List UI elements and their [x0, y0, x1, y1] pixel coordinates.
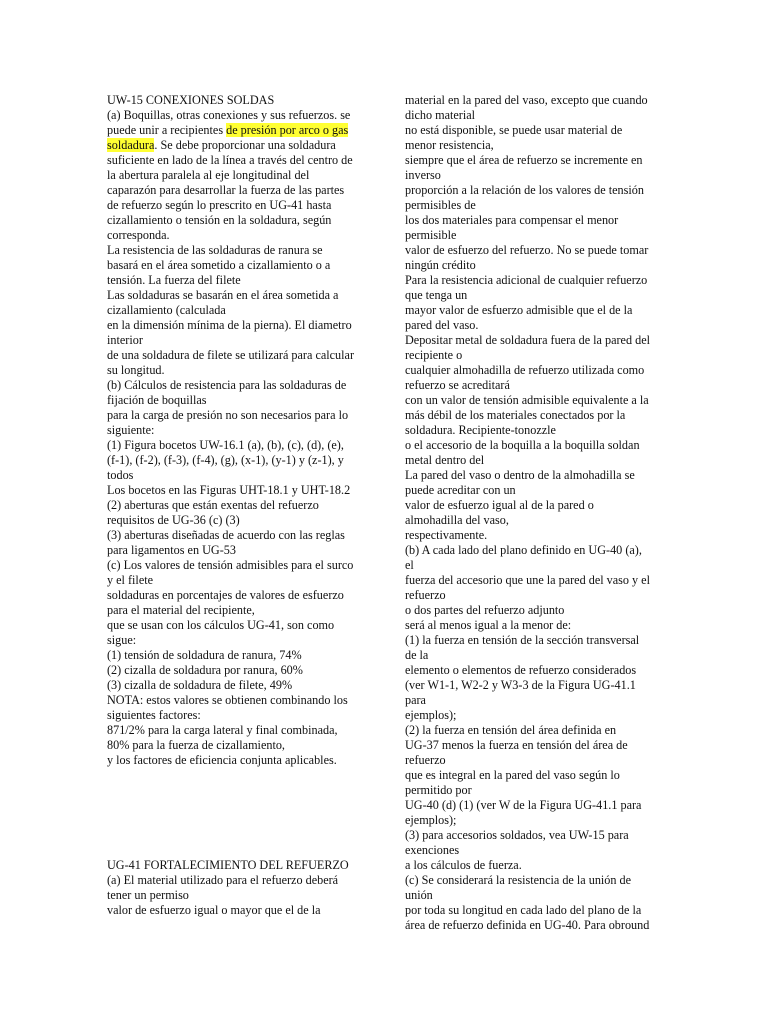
text-line: dicho material — [405, 108, 476, 122]
text-line: Depositar metal de soldadura fuera de la pared del — [405, 333, 650, 347]
text-line: y el filete — [107, 573, 154, 587]
text-line: refuerzo se acreditará — [405, 378, 510, 392]
text-line: permitido por — [405, 783, 472, 797]
text-line: no está disponible, se puede usar material de — [405, 123, 623, 137]
text-line: para el material del recipiente, — [107, 603, 255, 617]
text-line: permisible — [405, 228, 457, 242]
text-line: (b) Cálculos de resistencia para las soldaduras de — [107, 378, 347, 392]
text-line: basará en el área sometido a cizallamiento o a — [107, 258, 331, 272]
text-line: cizallamiento o tensión en la soldadura, según — [107, 213, 332, 227]
text-line: o el accesorio de la boquilla a la boquilla soldan — [405, 438, 640, 452]
section-heading-uw15: UW-15 CONEXIONES SOLDAS — [107, 93, 275, 107]
text-line: (a) Boquillas, otras conexiones y sus refuerzos. se — [107, 108, 351, 122]
text-line: (c) Los valores de tensión admisibles para el surco — [107, 558, 354, 572]
text-line: valor de esfuerzo igual al de la pared o — [405, 498, 594, 512]
text-line: puede acreditar con un — [405, 483, 516, 497]
text-line: de una soldadura de filete se utilizará para calcular — [107, 348, 355, 362]
text-line: con un valor de tensión admisible equivalente a la — [405, 393, 649, 407]
text-line: UG-40 (d) (1) (ver W de la Figura UG-41.1 para — [405, 798, 642, 812]
text-line: en la dimensión mínima de la pierna). El diametro — [107, 318, 352, 332]
text-line: a los cálculos de fuerza. — [405, 858, 522, 872]
text-line: (3) cizalla de soldadura de filete, 49% — [107, 678, 293, 692]
text-line: UG-37 menos la fuerza en tensión del área de — [405, 738, 628, 752]
paragraph-block — [107, 873, 367, 918]
text-line: que tenga un — [405, 288, 468, 302]
text-line: suficiente en lado de la línea a través del centro de — [107, 153, 353, 167]
text-line: elemento o elementos de refuerzo considerados — [405, 663, 637, 677]
text-fragment: puede unir a recipientes — [107, 123, 227, 137]
text-line: soldaduras en porcentajes de valores de esfuerzo — [107, 588, 344, 602]
section-spacer — [107, 768, 367, 858]
text-line: cualquier almohadilla de refuerzo utilizada como — [405, 363, 645, 377]
text-line: pared del vaso. — [405, 318, 479, 332]
text-line: caparazón para desarrollar la fuerza de las partes — [107, 183, 345, 197]
text-line: siempre que el área de refuerzo se incremente en — [405, 153, 643, 167]
text-line: fijación de boquillas — [107, 393, 207, 407]
text-line: su longitud. — [107, 363, 165, 377]
text-line: fuerza del accesorio que une la pared del vaso y el — [405, 573, 650, 587]
text-line: interior — [107, 333, 143, 347]
text-line: (b) A cada lado del plano definido en UG-40 (a), — [405, 543, 642, 557]
text-line: refuerzo — [405, 753, 446, 767]
text-line: la abertura paralela al eje longitudinal del — [107, 168, 310, 182]
text-line: recipiente o — [405, 348, 463, 362]
text-line: de la — [405, 648, 429, 662]
text-line: para — [405, 693, 426, 707]
text-line: valor de esfuerzo del refuerzo. No se puede tomar — [405, 243, 649, 257]
text-line: que se usan con los cálculos UG-41, son como — [107, 618, 335, 632]
text-line: (c) Se considerará la resistencia de la unión de — [405, 873, 632, 887]
highlighted-text: de presión por arco o gas — [226, 123, 349, 137]
text-line: menor resistencia, — [405, 138, 494, 152]
text-line: ningún crédito — [405, 258, 476, 272]
text-line: área de refuerzo definida en UG-40. Para obround — [405, 918, 650, 932]
text-line: (2) la fuerza en tensión del área definida en — [405, 723, 617, 737]
text-line: por toda su longitud en cada lado del plano de la — [405, 903, 642, 917]
text-line: de refuerzo según lo prescrito en UG-41 hasta — [107, 198, 332, 212]
text-line: que es integral en la pared del vaso según lo — [405, 768, 620, 782]
text-line: el — [405, 558, 414, 572]
text-line: para ligamentos en UG-53 — [107, 543, 236, 557]
text-line: siguientes factores: — [107, 708, 201, 722]
text-line: requisitos de UG-36 (c) (3) — [107, 513, 240, 527]
text-line: (1) la fuerza en tensión de la sección transversal — [405, 633, 640, 647]
text-line: La pared del vaso o dentro de la almohadilla se — [405, 468, 635, 482]
text-line: Los bocetos en las Figuras UHT-18.1 y UHT-18.2 — [107, 483, 351, 497]
right-column — [405, 93, 660, 933]
text-line: cizallamiento (calculada — [107, 303, 226, 317]
text-line: para la carga de presión no son necesarios para lo — [107, 408, 349, 422]
text-line: (1) Figura bocetos UW-16.1 (a), (b), (c), (d), (e), — [107, 438, 344, 452]
text-line: proporción a la relación de los valores de tensión — [405, 183, 644, 197]
text-line: 80% para la fuerza de cizallamiento, — [107, 738, 285, 752]
text-line: respectivamente. — [405, 528, 488, 542]
highlighted-text: soldadura — [107, 138, 155, 152]
text-line: ejemplos); — [405, 708, 457, 722]
text-line: Para la resistencia adicional de cualquier refuerzo — [405, 273, 648, 287]
text-line: siguiente: — [107, 423, 155, 437]
text-line-with-highlight — [107, 138, 367, 153]
text-line: (3) aberturas diseñadas de acuerdo con las reglas — [107, 528, 345, 542]
left-column — [107, 93, 367, 918]
text-fragment: . Se debe proporcionar una soldadura — [154, 138, 336, 152]
text-line: metal dentro del — [405, 453, 485, 467]
text-line: mayor valor de esfuerzo admisible que el de la — [405, 303, 633, 317]
paragraph-block — [107, 153, 367, 768]
text-line: unión — [405, 888, 433, 902]
text-line: será al menos igual a la menor de: — [405, 618, 572, 632]
text-line: (3) para accesorios soldados, vea UW-15 para — [405, 828, 629, 842]
text-line: permisibles de — [405, 198, 476, 212]
text-line: refuerzo — [405, 588, 446, 602]
text-line: material en la pared del vaso, excepto que cuando — [405, 93, 648, 107]
text-line: todos — [107, 468, 134, 482]
text-line: valor de esfuerzo igual o mayor que el de la — [107, 903, 321, 917]
text-line: (2) cizalla de soldadura por ranura, 60% — [107, 663, 303, 677]
text-line: (2) aberturas que están exentas del refuerzo — [107, 498, 319, 512]
text-line-with-highlight — [107, 123, 367, 138]
text-line: La resistencia de las soldaduras de ranura se — [107, 243, 323, 257]
text-line: (ver W1-1, W2-2 y W3-3 de la Figura UG-41.1 — [405, 678, 636, 692]
text-line: más débil de los materiales conectados por la — [405, 408, 626, 422]
text-line: y los factores de eficiencia conjunta aplicables. — [107, 753, 337, 767]
text-line: o dos partes del refuerzo adjunto — [405, 603, 565, 617]
text-line: 871/2% para la carga lateral y final combinada, — [107, 723, 338, 737]
text-line: NOTA: estos valores se obtienen combinando los — [107, 693, 348, 707]
text-line: tensión. La fuerza del filete — [107, 273, 241, 287]
text-line: soldadura. Recipiente-tonozzle — [405, 423, 556, 437]
text-line: inverso — [405, 168, 441, 182]
section-heading-ug41: UG-41 FORTALECIMIENTO DEL REFUERZO — [107, 858, 349, 872]
text-line: Las soldaduras se basarán en el área sometida a — [107, 288, 339, 302]
text-line: almohadilla del vaso, — [405, 513, 509, 527]
text-line: tener un permiso — [107, 888, 189, 902]
text-line: ejemplos); — [405, 813, 457, 827]
text-line: (1) tensión de soldadura de ranura, 74% — [107, 648, 302, 662]
text-line: corresponda. — [107, 228, 170, 242]
paragraph-block — [405, 93, 660, 933]
text-line: exenciones — [405, 843, 460, 857]
text-line: (a) El material utilizado para el refuerzo deberá — [107, 873, 339, 887]
text-line: (f-1), (f-2), (f-3), (f-4), (g), (x-1), (y-1) y (z-1), y — [107, 453, 344, 467]
text-line: sigue: — [107, 633, 137, 647]
text-line: los dos materiales para compensar el menor — [405, 213, 619, 227]
